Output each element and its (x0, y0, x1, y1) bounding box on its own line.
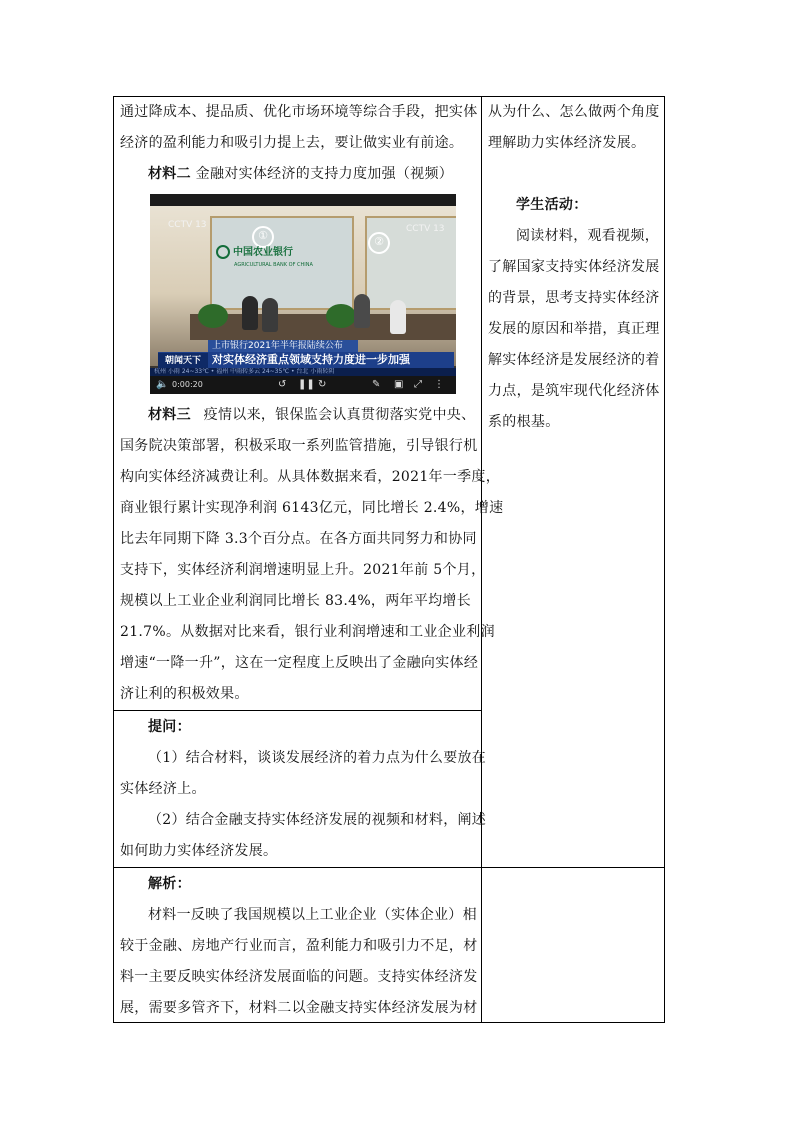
bank-logo-icon (216, 245, 230, 259)
news-subcaption: 上市银行2021年半年报陆续公布 (208, 340, 358, 352)
material3-line: 增速“一降一升”，这在一定程度上反映出了金融向实体经 (120, 655, 479, 671)
window-number: ① (252, 226, 274, 248)
material2-label: 材料二 (148, 166, 191, 182)
fullscreen-icon[interactable]: ⤢ (414, 379, 422, 390)
news-headline: 对实体经济重点领域支持力度进一步加强 (212, 353, 410, 366)
material3-line: 比去年同期下降 3.3个百分点。在各方面共同努力和协同 (120, 531, 477, 547)
material3-first-line: 疫情以来，银保监会认真贯彻落实党中央、 (203, 407, 476, 423)
row-divider-1 (113, 710, 482, 711)
screen-icon[interactable]: ▣ (394, 379, 404, 390)
question-1-cont: 实体经济上。 (120, 781, 206, 797)
volume-icon[interactable]: 🔈 (156, 379, 169, 390)
person (354, 294, 370, 328)
material1-line: 经济的盈利能力和吸引力提上去，要让做实业有前途。 (120, 135, 464, 151)
window-number: ② (368, 232, 390, 254)
video-player[interactable] (150, 194, 456, 394)
material1-line: 通过降成本、提品质、优化市场环境等综合手段，把实体 (120, 104, 478, 120)
video-titlebar (150, 194, 456, 206)
pause-icon[interactable]: ❚❚ (298, 379, 315, 390)
student-activity-line: 解实体经济是发展经济的着 (488, 352, 660, 368)
rewind-icon[interactable]: ↺ (278, 379, 287, 390)
bank-counter (190, 314, 456, 340)
design-note-line: 从为什么、怎么做两个角度 (488, 104, 660, 120)
question-2-cont: 如何助力实体经济发展。 (120, 843, 278, 859)
bank-name: 中国农业银行 (233, 247, 293, 258)
material3-line: 21.7%。从数据对比来看，银行业利润增速和工业企业利润 (120, 624, 495, 640)
material3-line: 济让利的积极效果。 (120, 686, 249, 702)
person (262, 298, 278, 332)
student-activity-line: 系的根基。 (488, 414, 560, 430)
material3-line: 商业银行累计实现净利润 6143亿元，同比增长 2.4%，增速 (120, 500, 504, 516)
material2-heading (148, 159, 453, 190)
material3-line: 规模以上工业企业利润同比增长 83.4%，两年平均增长 (120, 593, 472, 609)
plant (198, 304, 228, 328)
design-note-line: 理解助力实体经济发展。 (488, 135, 646, 151)
table-border-right (664, 96, 665, 1023)
news-caption (158, 352, 454, 368)
menu-icon[interactable]: ⋮ (434, 379, 444, 390)
material3-line: 国务院决策部署，积极采取一系列监管措施，引导银行机 (120, 438, 478, 454)
material3-line: 支持下，实体经济利润增速明显上升。2021年前 5个月， (120, 562, 486, 578)
analysis-line: 展，需要多管齐下，材料二以金融支持实体经济发展为材 (120, 1000, 478, 1016)
material3-heading (148, 400, 475, 431)
table-border-left (113, 96, 114, 1023)
analysis-heading: 解析： (148, 876, 191, 892)
time-elapsed: 0:00:20 (172, 380, 203, 389)
student-activity-line: 发展的原因和举措，真正理 (488, 321, 660, 337)
student-activity-line: 的背景，思考支持实体经济 (488, 290, 660, 306)
program-tag: 朝闻天下 (158, 353, 208, 369)
student-activity-line: 阅读材料，观看视频， (516, 228, 659, 244)
material2-title: 金融对实体经济的支持力度加强（视频） (195, 166, 454, 182)
analysis-line: 材料一反映了我国规模以上工业企业（实体企业）相 (148, 907, 477, 923)
plant (326, 304, 356, 328)
material3-line: 构向实体经济减费让利。从具体数据来看，2021年一季度， (120, 469, 501, 485)
analysis-line: 料一主要反映实体经济发展面临的问题。支持实体经济发 (120, 969, 478, 985)
question-2: （2）结合金融支持实体经济发展的视频和材料，阐述 (148, 812, 487, 828)
bank-name-en: AGRICULTURAL BANK OF CHINA (234, 262, 313, 268)
edit-icon[interactable]: ✎ (372, 379, 381, 390)
question-1: （1）结合材料，谈谈发展经济的着力点为什么要放在 (148, 750, 487, 766)
channel-logo: CCTV 13 (168, 220, 207, 230)
student-activity-heading: 学生活动： (516, 197, 588, 213)
analysis-line: 较于金融、房地产行业而言，盈利能力和吸引力不足，材 (120, 938, 478, 954)
material3-label: 材料三 (148, 407, 191, 423)
row-divider-2 (113, 867, 665, 868)
forward-icon[interactable]: ↻ (318, 379, 327, 390)
bank-logo (216, 244, 316, 262)
weather-ticker: 杭州 小雨 24~33℃ • 福州 中雨转多云 24~35℃ • 台北 小雨转阴 (150, 368, 456, 376)
question-heading: 提问： (148, 719, 191, 735)
person (242, 296, 258, 330)
channel-watermark: CCTV 13 (406, 224, 445, 234)
person (390, 300, 406, 334)
student-activity-line: 了解国家支持实体经济发展 (488, 259, 660, 275)
video-controls (150, 376, 456, 394)
student-activity-line: 力点，是筑牢现代化经济体 (488, 383, 660, 399)
